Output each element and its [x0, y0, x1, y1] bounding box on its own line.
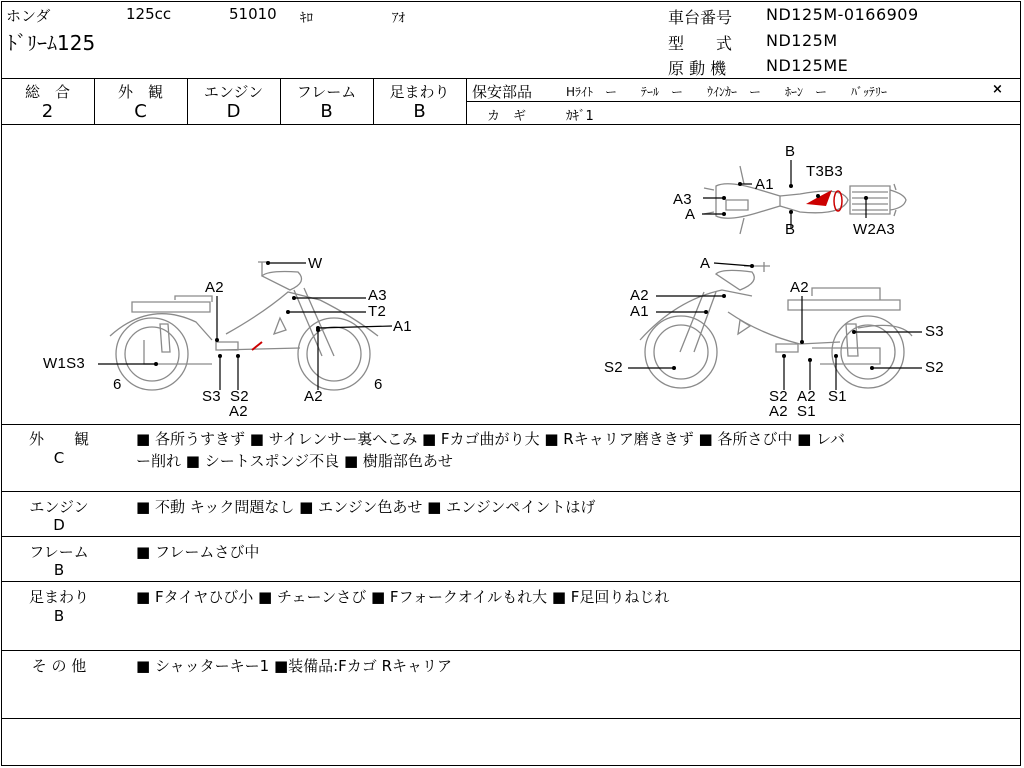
exterior-label: 外 観 — [117, 83, 163, 101]
section-divider — [1, 581, 1021, 582]
diagram-label: B — [785, 221, 796, 238]
section-grade-frame: B — [53, 561, 65, 579]
diagram-label: A3 — [673, 191, 692, 208]
frame-label: フレーム — [296, 83, 357, 101]
section-label-frame: フレーム — [29, 543, 89, 561]
diagram-label: A — [685, 206, 696, 223]
section-text-suspension: ■ Fタイヤひび小 ■ チェーンさび ■ Fフォークオイルもれ大 ■ F足回りねじれ — [136, 588, 670, 606]
diagram-label: S2 — [769, 388, 788, 405]
safety-items: Hﾗｲﾄ ー ﾃｰﾙ ー ｳｲﾝｶｰ ー ﾎｰﾝ ー ﾊﾞｯﾃﾘｰ — [566, 85, 888, 99]
battery-mark: × — [992, 82, 1003, 97]
key-label: カ ギ — [487, 109, 527, 124]
section-label-other: そ の 他 — [31, 657, 87, 675]
diagram-label: A1 — [393, 318, 412, 335]
diagram-label: A2 — [304, 388, 323, 405]
section-divider — [1, 650, 1021, 651]
frame-no: ND125M-0166909 — [766, 5, 919, 24]
type-label: 型 式 — [668, 34, 733, 53]
diagram-label: W — [308, 255, 323, 272]
diagram-bottom — [1, 424, 1021, 425]
section-divider — [1, 718, 1021, 719]
safety-label: 保安部品 — [472, 83, 533, 101]
diagram-label: A2 — [769, 403, 788, 420]
diagram-label: T2 — [368, 303, 387, 320]
section-text-exterior: ■ 各所うすきず ■ サイレンサー裏へこみ ■ Fカゴ曲がり大 ■ Rキャリア磨ききず ■ 各所さび中 ■ レバ — [136, 430, 846, 448]
mileage-unit: ｷﾛ — [300, 11, 313, 26]
mileage: 51010 — [229, 5, 277, 23]
diagram-label: B — [785, 143, 796, 160]
displacement: 125cc — [126, 5, 172, 23]
diagram-label: T3B3 — [806, 163, 844, 180]
type-value: ND125M — [766, 31, 838, 50]
maker: ホンダ — [6, 7, 51, 25]
diagram-label: W2A3 — [853, 221, 896, 238]
diagram-label: A1 — [630, 303, 649, 320]
diagram-label: A2 — [790, 279, 809, 296]
diagram-label: A1 — [755, 176, 774, 193]
damage-mark-ellipse — [834, 191, 842, 211]
diagram-label: A2 — [797, 388, 816, 405]
diagram-label: A — [700, 255, 711, 272]
engine-model: ND125ME — [766, 56, 849, 75]
section-grade-exterior: C — [53, 449, 65, 467]
diagram-label: A2 — [229, 403, 248, 420]
section-divider — [1, 536, 1021, 537]
bike-sketches — [110, 166, 912, 390]
diagram-label: S1 — [828, 388, 847, 405]
model-name: ﾄﾞﾘｰﾑ125 — [7, 31, 96, 55]
engine-model-label: 原 動 機 — [668, 59, 727, 78]
section-grade-engine: D — [53, 516, 65, 534]
frame-grade: B — [320, 101, 333, 122]
engine-grade: D — [226, 101, 241, 122]
left-bike-sketch — [110, 262, 378, 390]
diagram-label: A3 — [368, 287, 387, 304]
diagram-label: S2 — [925, 359, 944, 376]
diagram-label: S3 — [925, 323, 944, 340]
section-divider — [1, 491, 1021, 492]
diagram-label: A2 — [630, 287, 649, 304]
suspension-grade: B — [413, 101, 426, 122]
diagram-label: S2 — [230, 388, 249, 405]
overall-grade: 2 — [41, 101, 54, 122]
section-label-exterior: 外 観 — [28, 430, 89, 448]
engine-label: エンジン — [203, 83, 264, 101]
diagram-label: W1S3 — [43, 355, 86, 372]
section-label-engine: エンジン — [29, 498, 89, 516]
color: ｱｵ — [392, 11, 405, 26]
overall-label: 総 合 — [24, 83, 70, 101]
diagram-label: 6 — [374, 376, 383, 393]
diagram-label: S2 — [604, 359, 623, 376]
suspension-label: 足まわり — [389, 83, 450, 101]
section-text-exterior-2: ー削れ ■ シートスポンジ不良 ■ 樹脂部色あせ — [136, 452, 453, 470]
diagram-label: A2 — [205, 279, 224, 296]
section-text-engine: ■ 不動 キック問題なし ■ エンジン色あせ ■ エンジンペイントはげ — [136, 498, 596, 516]
section-grade-suspension: B — [53, 607, 65, 625]
exterior-grade: C — [134, 101, 147, 122]
section-label-suspension: 足まわり — [28, 588, 89, 606]
diagram-label: 6 — [113, 376, 122, 393]
frame-no-label: 車台番号 — [668, 8, 733, 27]
section-text-other: ■ シャッターキー1 ■装備品:Fカゴ Rキャリア — [136, 657, 452, 675]
diagram-label: S1 — [797, 403, 816, 420]
section-text-frame: ■ フレームさび中 — [136, 543, 260, 561]
diagram-label: S3 — [202, 388, 221, 405]
key-value: ｶｷﾞ1 — [566, 109, 594, 124]
